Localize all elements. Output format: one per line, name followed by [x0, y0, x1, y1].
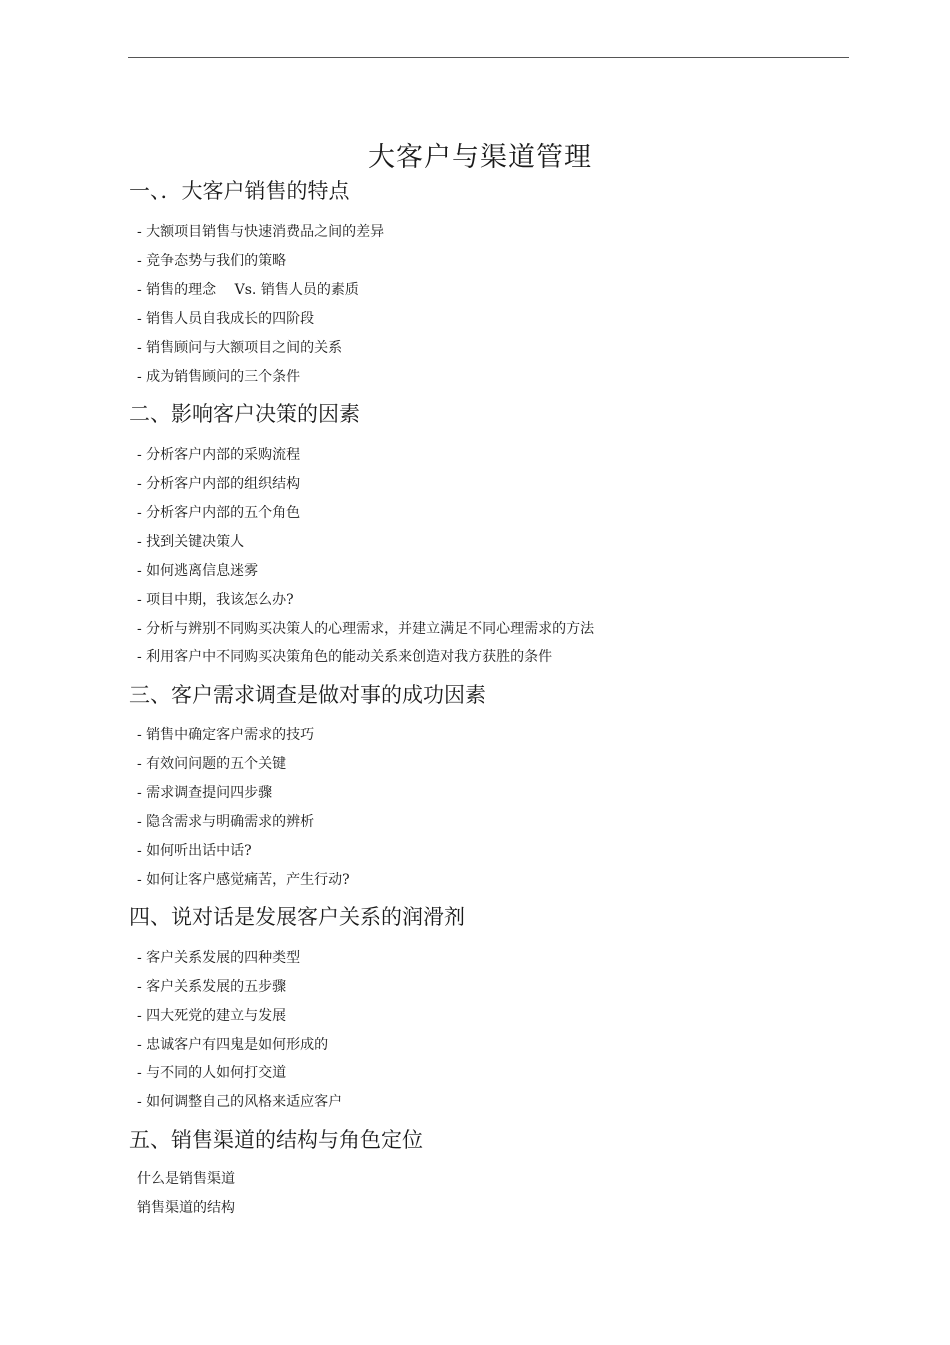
list-item: - 如何调整自己的风格来适应客户 — [137, 1094, 343, 1110]
list-item: - 分析客户内部的采购流程 — [137, 447, 301, 463]
list-item: - 与不同的人如何打交道 — [137, 1065, 287, 1081]
list-item: - 竞争态势与我们的策略 — [137, 253, 287, 269]
list-item: - 需求调查提问四步骤 — [137, 785, 273, 801]
section-heading-4: 四、说对话是发展客户关系的润滑剂 — [129, 905, 465, 929]
list-item: - 大额项目销售与快速消费品之间的差异 — [137, 224, 385, 240]
list-item: - 销售中确定客户需求的技巧 — [137, 727, 315, 743]
list-item: - 如何让客户感觉痛苦，产生行动? — [137, 872, 350, 888]
list-item: - 客户关系发展的四种类型 — [137, 950, 301, 966]
header-rule — [128, 57, 849, 58]
list-item: - 分析客户内部的五个角色 — [137, 505, 301, 521]
list-item: - 成为销售顾问的三个条件 — [137, 369, 301, 385]
list-item: - 找到关键决策人 — [137, 534, 245, 550]
list-item: - 客户关系发展的五步骤 — [137, 979, 287, 995]
list-item: - 有效问问题的五个关键 — [137, 756, 287, 772]
list-item: 什么是销售渠道 — [137, 1171, 235, 1187]
list-item: - 隐含需求与明确需求的辨析 — [137, 814, 315, 830]
list-item: - 分析客户内部的组织结构 — [137, 476, 301, 492]
section-heading-1: 一、．大客户销售的特点 — [129, 179, 350, 203]
list-item: - 分析与辨别不同购买决策人的心理需求，并建立满足不同心理需求的方法 — [137, 621, 595, 637]
list-item: - 利用客户中不同购买决策角色的能动关系来创造对我方获胜的条件 — [137, 649, 553, 665]
list-item: 销售渠道的结构 — [137, 1200, 235, 1216]
section-heading-3: 三、客户需求调查是做对事的成功因素 — [129, 683, 486, 707]
list-item: - 如何听出话中话? — [137, 843, 252, 859]
list-item: - 如何逃离信息迷雾 — [137, 563, 259, 579]
list-item: - 销售的理念 Vs. 销售人员的素质 — [137, 282, 359, 298]
document-title: 大客户与渠道管理 — [368, 142, 592, 174]
list-item: - 销售顾问与大额项目之间的关系 — [137, 340, 343, 356]
section-heading-2: 二、影响客户决策的因素 — [129, 402, 360, 426]
list-item: - 忠诚客户有四鬼是如何形成的 — [137, 1037, 329, 1053]
list-item: - 四大死党的建立与发展 — [137, 1008, 287, 1024]
list-item: - 项目中期，我该怎么办? — [137, 592, 294, 608]
section-heading-5: 五、销售渠道的结构与角色定位 — [129, 1128, 423, 1152]
list-item: - 销售人员自我成长的四阶段 — [137, 311, 315, 327]
